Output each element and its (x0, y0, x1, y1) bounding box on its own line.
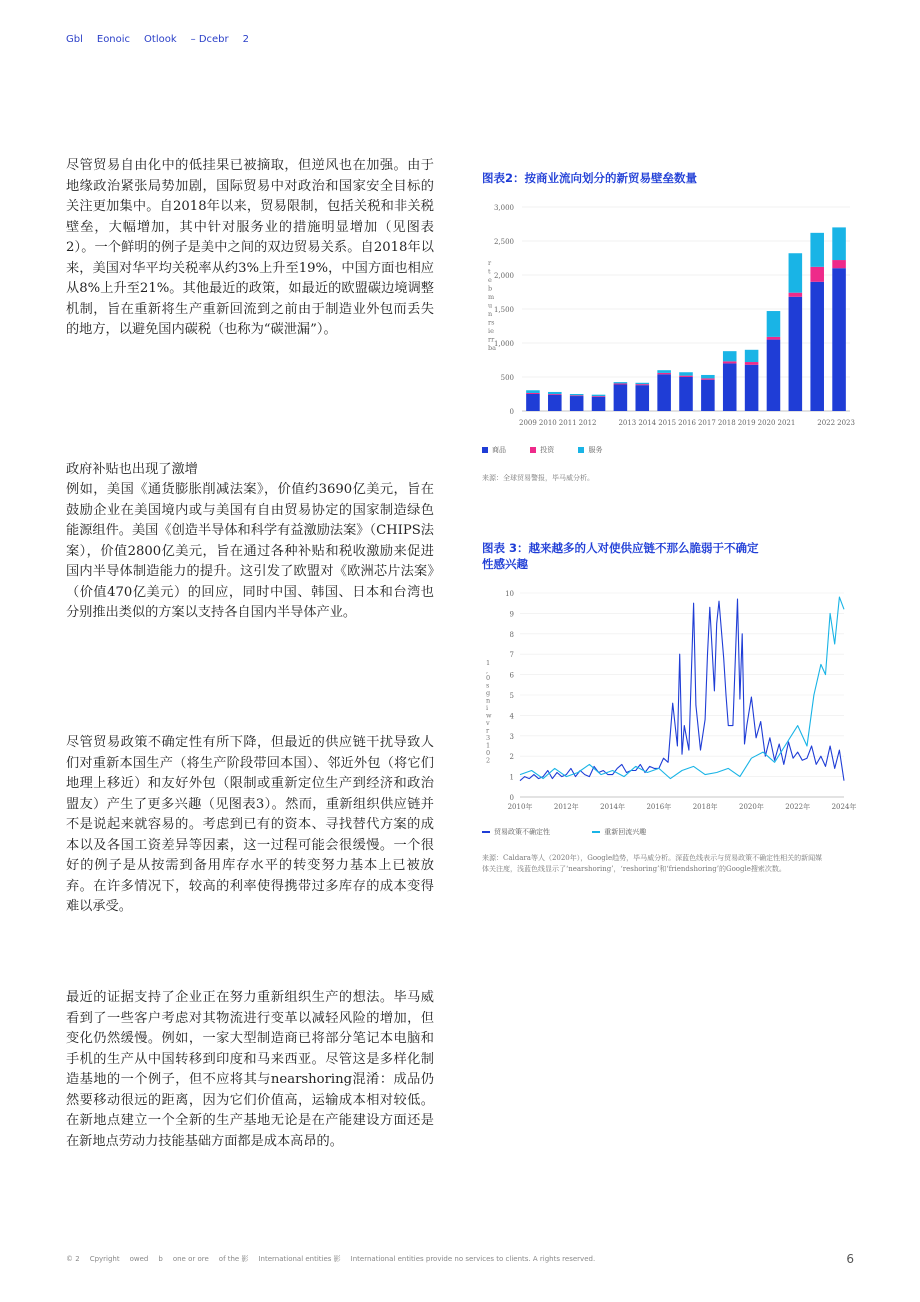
legend-item-services (578, 445, 602, 455)
y-axis-label: , (486, 666, 489, 675)
bar-services (679, 372, 693, 375)
x-tick-label: 2014 (638, 419, 657, 427)
bar-investment (701, 378, 715, 379)
legend-item-investment (530, 445, 554, 455)
footer-part: b (158, 1255, 163, 1263)
y-axis-label: 0 (486, 674, 491, 682)
x-tick-label: 2017 (697, 419, 716, 427)
y-tick-label: 7 (509, 651, 514, 660)
header-part: Gbl (66, 34, 83, 45)
y-axis-label: n (486, 696, 491, 705)
page-footer (66, 1254, 605, 1264)
footer-part: owed (129, 1255, 149, 1263)
x-tick-label: 2020 (757, 419, 776, 427)
bar-goods (657, 374, 671, 411)
source-line: 体关注度，浅蓝色线显示了‘nearshoring’，‘reshoring’和‘friendshoring’的Google搜索次数。 (482, 865, 786, 873)
bar-investment (592, 396, 606, 397)
x-tick-label: 2018 (717, 419, 736, 427)
bar-investment (789, 293, 803, 297)
bar-services (789, 253, 803, 292)
bar-investment (723, 361, 737, 363)
y-tick-label: 1,500 (493, 306, 514, 314)
x-tick-label: 2023 (837, 419, 855, 427)
x-tick-label: 2022 (817, 419, 836, 427)
bar-services (592, 395, 606, 396)
x-tick-label: 2014年 (600, 803, 625, 811)
bar-investment (657, 373, 671, 374)
bar-goods (701, 380, 715, 411)
y-axis-label: 1 (486, 659, 491, 667)
figure2-source: 来源：全球贸易警报，毕马威分析。 (482, 474, 594, 482)
line-trade-policy-uncertainty (520, 599, 844, 781)
x-tick-label: 2016 (678, 419, 696, 427)
bar-goods (810, 282, 824, 411)
figure3-title-line: 图表 3：越来越多的人对使供应链不那么脆弱于不确定 (482, 541, 759, 555)
bar-investment (832, 260, 846, 268)
y-tick-label: 2,500 (493, 238, 514, 246)
legend-line-uncertainty (482, 831, 490, 833)
y-axis-label: v (486, 719, 490, 727)
paragraph-evidence: 最近的证据支持了企业正在努力重新组织生产的想法。毕马威看到了一些客户考虑对其物流进行变革以减轻风险的增加，但变化仍然缓慢。例如，一家大型制造商已将部分笔记本电脑和手机的生产从中国转移到印度和马来西亚。尽管这是多样化制造基地的一个例子，但不应将其与nearshoring混淆：成品仍然要移动很远的距离，因为它们价值高，运输成本相对较低。在新地点建立一个全新的生产基地无论是在产能建设方面还是在新地点劳动力技能基础方面都是成本高昂的。 (66, 990, 434, 1149)
x-tick-label: 2010年 (507, 803, 533, 811)
paragraph-trade-headwinds: 尽管贸易自由化中的低挂果已被摘取，但逆风也在加强。由于地缘政治紧张局势加剧，国际贸易中对政治和国家安全目标的关注更加集中。自2018年以来，贸易限制，包括关税和非关税壁垒，大幅增加，其中针对服务业的措施明显增加（见图表2）。一个鲜明的例子是美中之间的双边贸易关系。自2018年以来，美国对华平均关税率从约3%上升至19%，中国方面也相应从8%上升至21%。其他最近的政策，如最近的欧盟碳边境调整机制，旨在重新将生产重新回流到之前由于制造业外包而丢失的地方，以避免国内碳税（也称为“碳泄漏”）。 (66, 158, 434, 337)
y-tick-label: 1 (509, 773, 514, 782)
x-tick-label: 2022年 (785, 803, 811, 811)
y-tick-label: 9 (509, 610, 514, 619)
x-tick-label: 2019 (737, 419, 756, 427)
y-axis-label: 0 (486, 749, 491, 757)
y-axis-label: w (486, 711, 492, 720)
legend-label: 投资 (540, 446, 555, 454)
y-axis-label: g (486, 689, 491, 697)
y-tick-label: 3 (509, 732, 514, 741)
bar-investment (526, 393, 540, 394)
header-part: – Dcebr (190, 34, 229, 45)
bar-services (810, 233, 824, 267)
figure3-legend (482, 827, 668, 837)
y-tick-label: 4 (509, 712, 514, 721)
bar-goods (526, 394, 540, 411)
bar-goods (635, 385, 649, 411)
figure3-title (482, 540, 759, 572)
x-tick-label: 2018年 (692, 803, 718, 811)
bar-investment (548, 394, 562, 395)
bar-investment (570, 395, 584, 396)
y-tick-label: 6 (509, 671, 514, 680)
bar-goods (679, 377, 693, 411)
bar-services (832, 227, 846, 260)
header-part: Otlook (144, 34, 177, 45)
bar-services (723, 351, 737, 361)
legend-label: 贸易政策不确定性 (494, 828, 550, 836)
bar-goods (614, 384, 628, 411)
x-tick-label: 2012 (578, 419, 597, 427)
page-number: 6 (846, 1252, 854, 1266)
footer-part: International entities 影 (258, 1255, 341, 1263)
figure2-legend (482, 445, 624, 455)
bar-investment (810, 267, 824, 282)
figure3-line-chart (482, 585, 872, 820)
x-tick-label: 2024年 (831, 803, 857, 811)
bar-services (657, 370, 671, 373)
y-tick-label: 1,000 (493, 340, 514, 348)
footer-part: © 2 (66, 1255, 80, 1263)
x-tick-label: 2009 (519, 419, 537, 427)
legend-item-uncertainty (482, 827, 550, 837)
footer-part: International entities provide no services to clients. A rights reserved. (350, 1255, 596, 1263)
bar-goods (767, 340, 781, 411)
bar-investment (745, 362, 759, 365)
bar-services (614, 382, 628, 383)
y-axis-label: 1 (486, 741, 491, 750)
figure3-source (482, 853, 862, 875)
bar-goods (570, 396, 584, 411)
bar-investment (679, 376, 693, 377)
figure3-title-line: 性感兴趣 (482, 557, 528, 571)
y-axis-label: ba (488, 344, 497, 352)
x-tick-label: 2013 (618, 419, 637, 427)
y-axis-label: t (488, 267, 491, 276)
y-tick-label: 500 (500, 374, 514, 382)
running-header (66, 34, 263, 45)
legend-label: 商品 (492, 446, 506, 454)
legend-item-goods (482, 445, 506, 455)
legend-line-reshoring (592, 831, 600, 833)
bar-investment (767, 337, 781, 340)
x-tick-label: 2016年 (646, 803, 672, 811)
bar-services (767, 311, 781, 337)
y-tick-label: 3,000 (493, 204, 514, 212)
x-tick-label: 2020年 (739, 803, 764, 811)
footer-part: Cpyright (89, 1255, 120, 1263)
y-tick-label: 2,000 (493, 272, 514, 280)
header-part: Eonoic (96, 34, 131, 45)
legend-label: 服务 (588, 446, 603, 454)
legend-label: 重新回流兴趣 (604, 828, 647, 836)
bar-goods (548, 395, 562, 411)
y-axis-label: e (488, 276, 492, 284)
y-axis-label: n (488, 310, 493, 318)
y-axis-label: r (486, 726, 490, 735)
y-tick-label: 10 (505, 590, 514, 598)
header-part: 2 (242, 34, 250, 45)
x-tick-label: 2010 (538, 419, 557, 427)
legend-swatch-investment (530, 447, 536, 453)
bar-services (635, 383, 649, 384)
y-axis-label: 2 (486, 756, 491, 765)
bar-services (745, 350, 759, 362)
bar-goods (789, 297, 803, 411)
y-tick-label: 2 (509, 753, 514, 762)
legend-swatch-goods (482, 447, 488, 453)
paragraph-supply-chain: 尽管贸易政策不确定性有所下降，但最近的供应链干扰导致人们对重新本国生产（将生产阶段带回本国）、邻近外包（将它们地理上移近）和友好外包（限制或重新定位生产到经济和政治盟友）产生了更多兴趣（见图表3）。然而，重新组织供应链并不是说起来就容易的。考虑到已有的资本、寻找替代方案的成本以及各国工资差异等因素，这一过程可能会很缓慢。一个很好的例子是从按需到备用库存水平的转变努力基本上已被放弃。在许多情况下，较高的利率使得携带过多库存的成本变得难以承受。 (66, 735, 434, 914)
bar-investment (635, 384, 649, 385)
bar-services (701, 375, 715, 378)
figure2-bar-chart (482, 195, 862, 435)
x-tick-label: 2012年 (553, 803, 579, 811)
bar-goods (723, 363, 737, 411)
y-axis-label: 3 (486, 734, 491, 742)
bar-goods (832, 268, 846, 411)
figure2-title: 图表2：按商业流向划分的新贸易壁垒数量 (482, 171, 697, 185)
x-tick-label: 2021 (777, 419, 796, 427)
footer-part: one or ore (172, 1255, 209, 1263)
y-axis-label: ie (488, 327, 494, 335)
y-axis-label: r (488, 259, 492, 267)
y-axis-label: s (486, 681, 490, 690)
bar-services (548, 392, 562, 394)
source-line: 来源：Caldara等人（2020年），Google趋势，毕马威分析。深蓝色线表示与贸易政策不确定性相关的新闻媒 (482, 854, 823, 862)
y-axis-label: i (486, 704, 489, 712)
subheading-subsidies: 政府补贴也出现了激增 (66, 462, 198, 477)
x-tick-label: 2015 (658, 419, 677, 427)
x-tick-label: 2011 (558, 419, 577, 427)
bar-services (570, 394, 584, 395)
legend-swatch-services (578, 447, 584, 453)
footer-part: of the 影 (218, 1255, 249, 1263)
y-axis-label: b (488, 284, 493, 293)
legend-item-reshoring (592, 827, 646, 837)
bar-services (526, 390, 540, 393)
bar-goods (745, 365, 759, 411)
y-axis-label: m (488, 293, 495, 301)
y-tick-label: 8 (509, 630, 514, 639)
y-tick-label: 0 (509, 408, 514, 416)
y-axis-label: rr (488, 335, 495, 344)
bar-investment (614, 383, 628, 384)
y-axis-label: u (488, 301, 493, 310)
bar-goods (592, 397, 606, 411)
y-tick-label: 0 (509, 794, 514, 802)
paragraph-subsidies: 例如，美国《通货膨胀削减法案》，价值约3690亿美元，旨在鼓励企业在美国境内或与美国有自由贸易协定的国家制造绿色能源组件。美国《创造半导体和科学有益激励法案》（CHIPS法案），价值2800亿美元，旨在通过各种补贴和税收激励来促进国内半导体制造能力的提升。这引发了欧盟对《欧洲芯片法案》（价值470亿美元）的回应，同时中国、韩国、日本和台湾也分别推出类似的方案以支持各自国内半导体产业。 (66, 482, 434, 620)
y-axis-label: rs (488, 318, 495, 327)
y-tick-label: 5 (509, 692, 514, 700)
